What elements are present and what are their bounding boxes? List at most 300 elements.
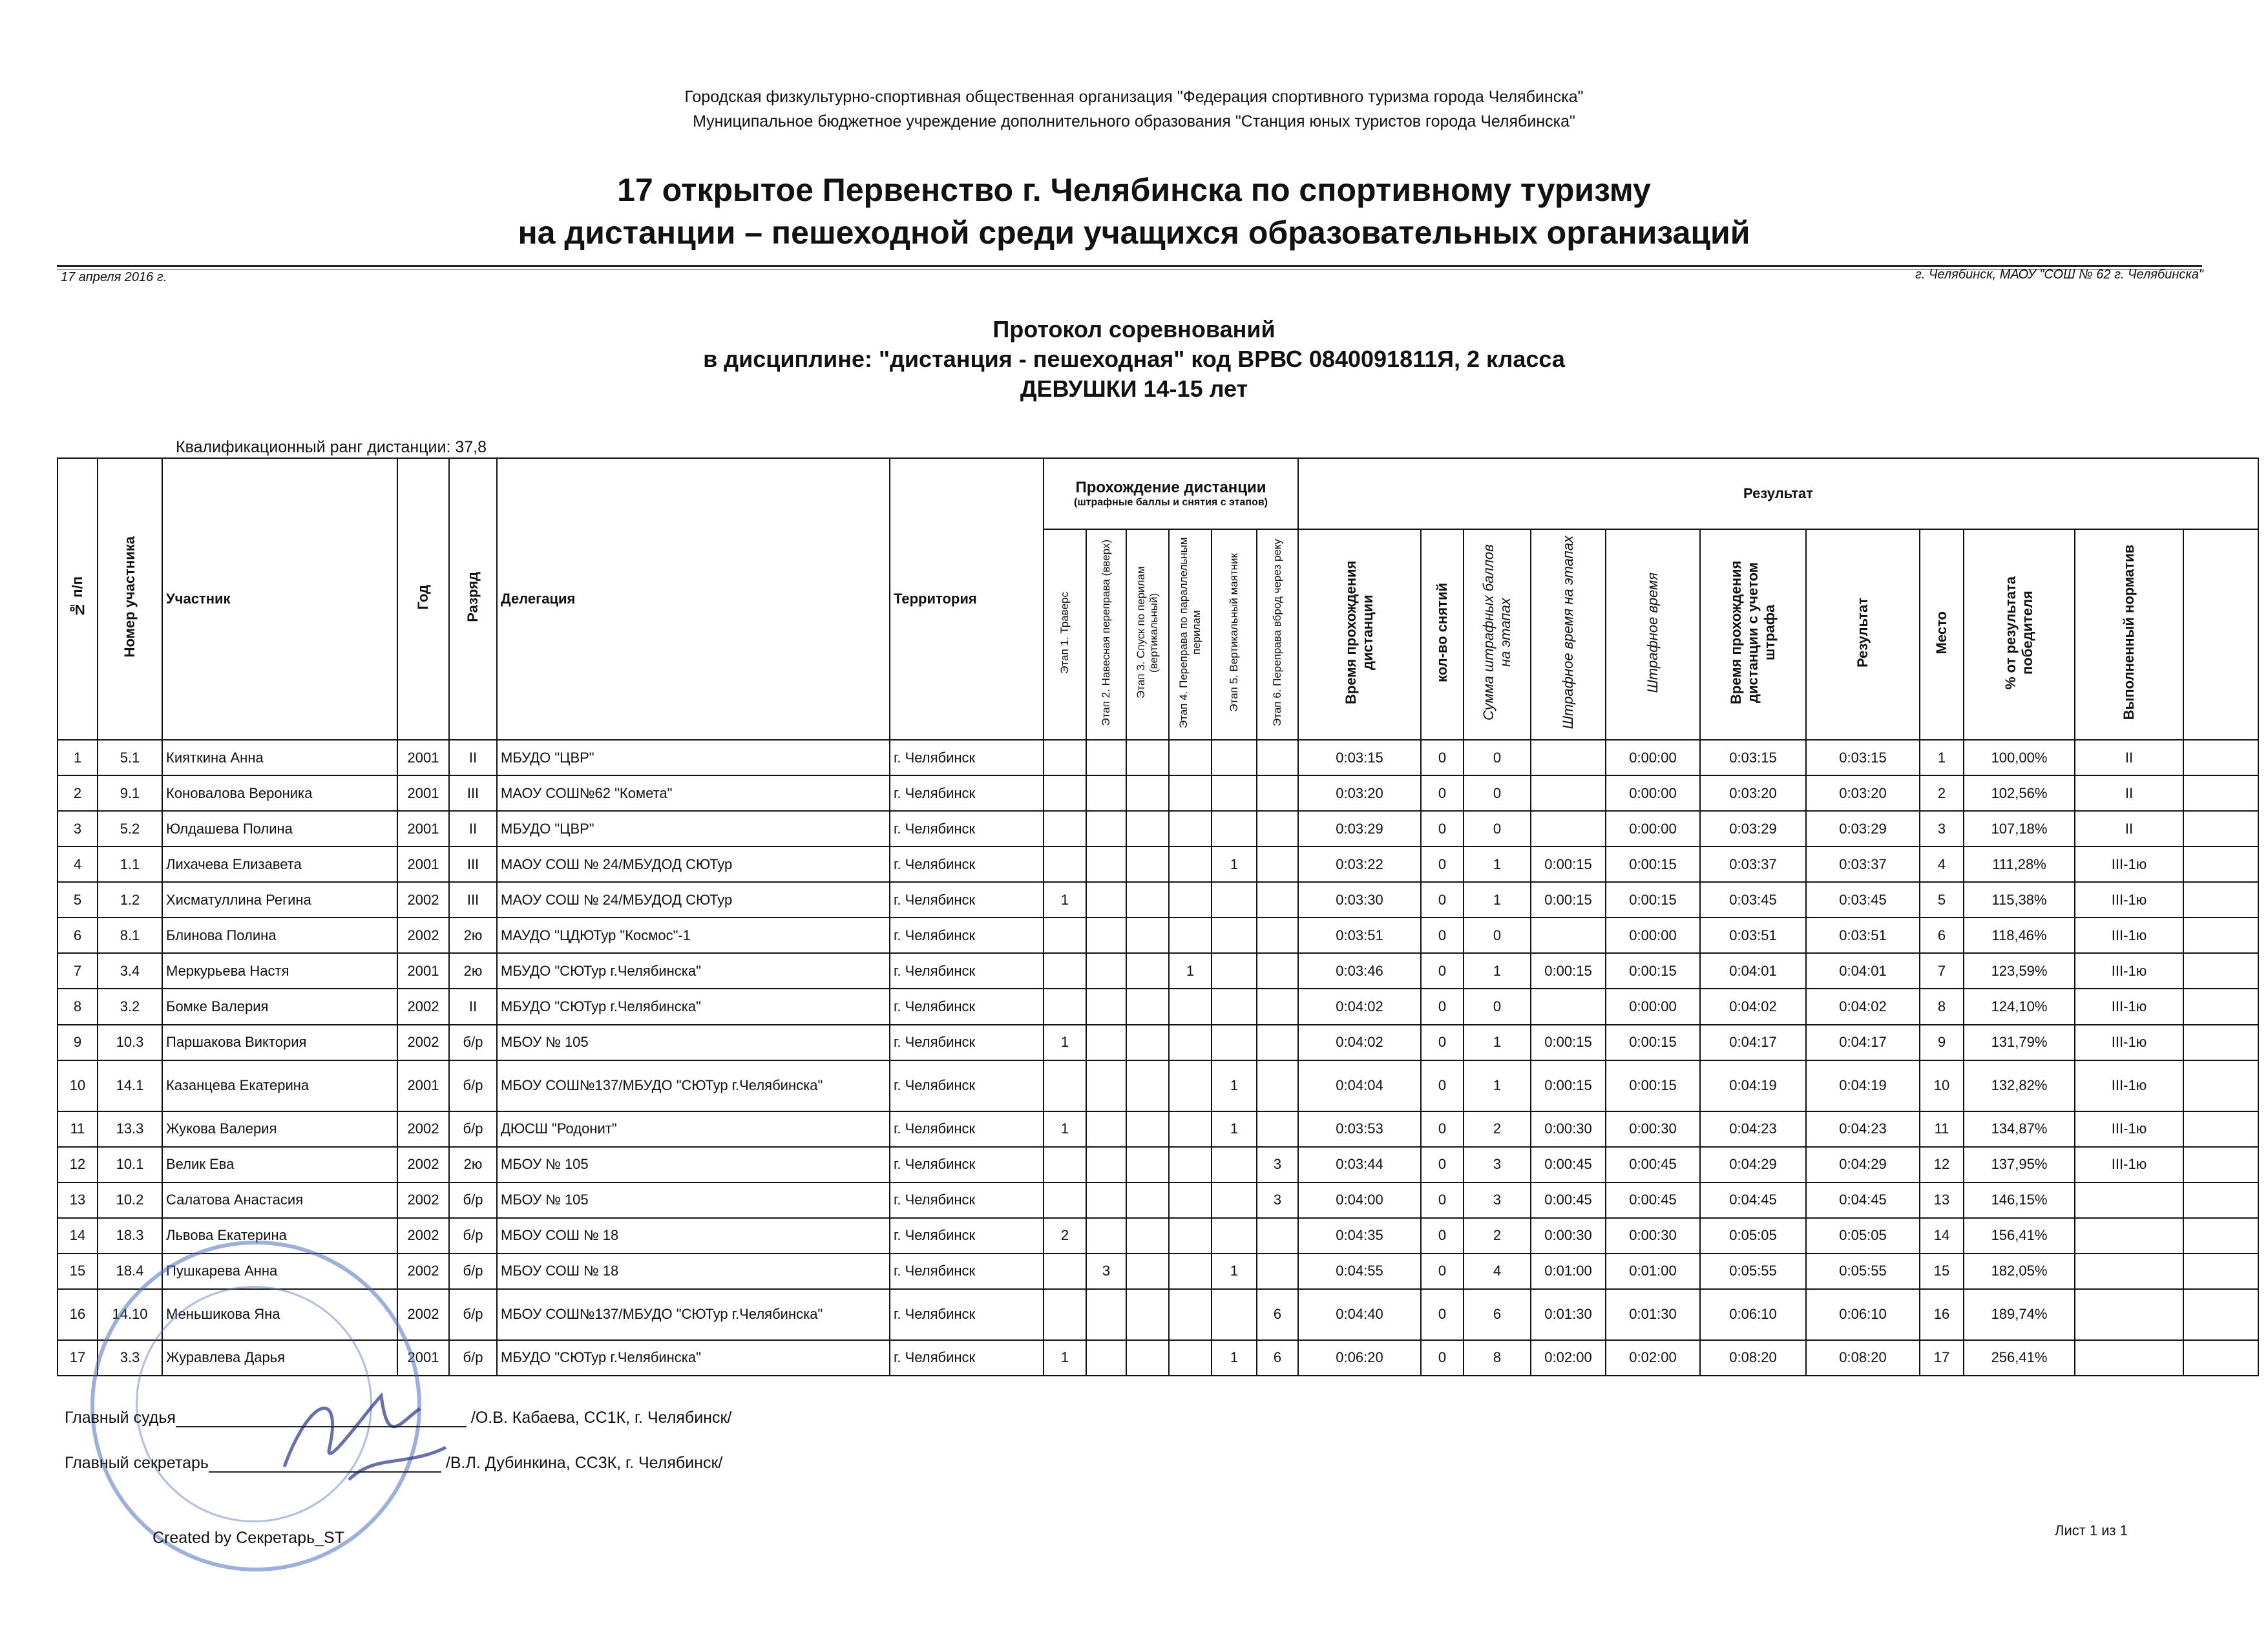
cell-result: 0:03:51 [1806,918,1920,953]
secretary-name: /В.Л. Дубинкина, СС3К, г. Челябинск/ [445,1454,723,1472]
cell-stage-4 [1169,846,1212,882]
cell-territory: г. Челябинск [890,953,1044,989]
cell-delegation: МБУДО "СЮТур г.Челябинска" [497,989,890,1024]
cell-time-with-penalty: 0:04:17 [1700,1025,1806,1060]
cell-stage-5 [1212,811,1257,846]
cell-stage-2 [1086,740,1126,775]
cell-stage-2 [1086,1025,1126,1060]
cell-num: 15 [58,1254,98,1289]
cell-penalty-time-stages: 0:00:30 [1531,1111,1606,1147]
cell-stage-5: 1 [1212,1060,1257,1111]
cell-stage-1 [1044,918,1086,953]
cell-delegation: МАОУ СОШ № 24/МБУДОД СЮТур [497,846,890,882]
cell-stage-1: 1 [1044,1111,1086,1147]
cell-result: 0:04:29 [1806,1147,1920,1182]
cell-time-with-penalty: 0:04:19 [1700,1060,1806,1111]
cell-num: 3 [58,811,98,846]
secretary-signature-line [209,1455,441,1473]
table-row [58,918,2258,953]
col-percent: % от результата победителя [1964,529,2075,740]
cell-participant: Меркурьева Настя [162,953,397,989]
cell-penalty-time: 0:02:00 [1606,1340,1700,1376]
cell-stage-3 [1126,989,1169,1024]
judge-signature-line [176,1409,467,1427]
cell-stage-2 [1086,1147,1126,1182]
cell-place: 17 [1920,1340,1964,1376]
cell-stage-4: 1 [1169,953,1212,989]
cell-penalty-time-stages: 0:00:15 [1531,1025,1606,1060]
cell-result: 0:03:45 [1806,882,1920,918]
cell-stage-1 [1044,1182,1086,1218]
cell-percent: 146,15% [1964,1182,2075,1218]
cell-note [2183,1111,2258,1147]
cell-stage-1 [1044,1060,1086,1111]
cell-penalty-time: 0:00:15 [1606,1060,1700,1111]
cell-stage-2 [1086,775,1126,811]
cell-note [2183,918,2258,953]
cell-category: б/р [449,1218,497,1254]
cell-penalty-time-stages [1531,811,1606,846]
table-row [58,1147,2258,1182]
cell-time: 0:04:02 [1298,989,1421,1024]
table-row [58,811,2258,846]
cell-num: 4 [58,846,98,882]
cell-norm [2075,1182,2183,1218]
cell-stage-3 [1126,846,1169,882]
cell-time-with-penalty: 0:03:51 [1700,918,1806,953]
cell-delegation: МАУДО "ЦДЮТур "Космос"-1 [497,918,890,953]
cell-stage-3 [1126,1060,1169,1111]
cell-note [2183,989,2258,1024]
cell-percent: 131,79% [1964,1025,2075,1060]
cell-year: 2002 [397,1025,449,1060]
cell-stage-5 [1212,1182,1257,1218]
cell-participant: Казанцева Екатерина [162,1060,397,1111]
cell-stage-3 [1126,1254,1169,1289]
cell-removals: 0 [1421,740,1464,775]
cell-penalty-time: 0:00:15 [1606,1025,1700,1060]
cell-time: 0:03:53 [1298,1111,1421,1147]
cell-stage-6 [1257,953,1298,989]
org-line-1: Городская физкультурно-спортивная общественная организация "Федерация спортивного туризма города Челябинска" [684,88,1584,106]
cell-removals: 0 [1421,882,1464,918]
cell-penalty-time-stages: 0:01:30 [1531,1289,1606,1340]
cell-participant-no: 10.3 [98,1025,162,1060]
cell-num: 5 [58,882,98,918]
cell-norm: III-1ю [2075,918,2183,953]
cell-participant: Львова Екатерина [162,1218,397,1254]
cell-year: 2001 [397,811,449,846]
col-group-result: Результат [1298,458,2258,529]
cell-stage-6 [1257,918,1298,953]
cell-year: 2001 [397,846,449,882]
cell-participant-no: 9.1 [98,775,162,811]
cell-penalty-time-stages: 0:00:15 [1531,1060,1606,1111]
cell-place: 10 [1920,1060,1964,1111]
cell-delegation: МАОУ СОШ № 24/МБУДОД СЮТур [497,882,890,918]
cell-norm [2075,1289,2183,1340]
cell-removals: 0 [1421,775,1464,811]
judge-line [65,1409,731,1427]
cell-note [2183,882,2258,918]
cell-penalty-time: 0:00:15 [1606,882,1700,918]
cell-note [2183,846,2258,882]
cell-category: б/р [449,1060,497,1111]
cell-result: 0:04:23 [1806,1111,1920,1147]
cell-stage-5: 1 [1212,846,1257,882]
cell-participant-no: 18.3 [98,1218,162,1254]
cell-stage-3 [1126,1340,1169,1376]
cell-removals: 0 [1421,989,1464,1024]
cell-stage-6 [1257,846,1298,882]
cell-num: 9 [58,1025,98,1060]
cell-participant-no: 5.1 [98,740,162,775]
cell-norm: III-1ю [2075,1147,2183,1182]
cell-stage-4 [1169,1060,1212,1111]
cell-time-with-penalty: 0:06:10 [1700,1289,1806,1340]
cell-time-with-penalty: 0:03:15 [1700,740,1806,775]
cell-norm: III-1ю [2075,1025,2183,1060]
passing-group-subtitle: (штрафные баллы и снятия с этапов) [1074,497,1268,508]
col-group-passing [1044,458,1298,529]
cell-year: 2002 [397,1182,449,1218]
cell-category: 2ю [449,953,497,989]
cell-delegation: МБУДО "ЦВР" [497,811,890,846]
cell-place: 13 [1920,1182,1964,1218]
cell-participant-no: 10.2 [98,1182,162,1218]
cell-stage-6 [1257,1111,1298,1147]
cell-stage-5 [1212,1147,1257,1182]
cell-stage-1 [1044,740,1086,775]
cell-category: II [449,989,497,1024]
cell-territory: г. Челябинск [890,1254,1044,1289]
cell-percent: 124,10% [1964,989,2075,1024]
cell-percent: 137,95% [1964,1147,2075,1182]
cell-removals: 0 [1421,811,1464,846]
col-place: Место [1920,529,1964,740]
col-delegation: Делегация [497,458,890,740]
cell-penalty-time: 0:00:00 [1606,989,1700,1024]
cell-penalty-time-stages: 0:00:45 [1531,1147,1606,1182]
table-row [58,1060,2258,1111]
cell-place: 2 [1920,775,1964,811]
cell-penalty-sum: 2 [1464,1111,1531,1147]
cell-norm: III-1ю [2075,989,2183,1024]
cell-stage-1 [1044,775,1086,811]
cell-stage-4 [1169,1147,1212,1182]
cell-stage-2 [1086,1060,1126,1111]
cell-stage-4 [1169,1340,1212,1376]
date-label: 17 апреля 2016 г. [61,270,167,284]
cell-place: 8 [1920,989,1964,1024]
cell-stage-4 [1169,1289,1212,1340]
cell-stage-4 [1169,989,1212,1024]
cell-penalty-sum: 2 [1464,1218,1531,1254]
cell-participant: Хисматуллина Регина [162,882,397,918]
cell-norm [2075,1340,2183,1376]
cell-time: 0:03:15 [1298,740,1421,775]
cell-delegation: МБОУ № 105 [497,1147,890,1182]
cell-percent: 107,18% [1964,811,2075,846]
cell-category: б/р [449,1025,497,1060]
cell-note [2183,1025,2258,1060]
cell-stage-2 [1086,846,1126,882]
cell-participant-no: 18.4 [98,1254,162,1289]
cell-removals: 0 [1421,1254,1464,1289]
cell-stage-2 [1086,1340,1126,1376]
cell-norm [2075,1218,2183,1254]
cell-time: 0:03:44 [1298,1147,1421,1182]
cell-stage-2 [1086,1289,1126,1340]
cell-penalty-sum: 1 [1464,1025,1531,1060]
cell-stage-6 [1257,811,1298,846]
cell-time: 0:04:04 [1298,1060,1421,1111]
cell-percent: 100,00% [1964,740,2075,775]
cell-territory: г. Челябинск [890,1340,1044,1376]
cell-stage-6 [1257,775,1298,811]
cell-stage-6 [1257,1060,1298,1111]
cell-time: 0:04:02 [1298,1025,1421,1060]
cell-category: 2ю [449,918,497,953]
cell-stage-5 [1212,775,1257,811]
cell-time: 0:03:22 [1298,846,1421,882]
cell-participant: Бомке Валерия [162,989,397,1024]
cell-category: II [449,740,497,775]
cell-stage-5 [1212,1289,1257,1340]
table-row [58,740,2258,775]
cell-time: 0:06:20 [1298,1340,1421,1376]
cell-stage-4 [1169,918,1212,953]
cell-stage-5: 1 [1212,1111,1257,1147]
cell-norm [2075,1254,2183,1289]
cell-note [2183,775,2258,811]
cell-participant-no: 13.3 [98,1111,162,1147]
cell-stage-6: 6 [1257,1289,1298,1340]
cell-penalty-sum: 1 [1464,953,1531,989]
cell-norm: III-1ю [2075,1111,2183,1147]
table-row [58,1025,2258,1060]
cell-percent: 156,41% [1964,1218,2075,1254]
cell-time: 0:04:55 [1298,1254,1421,1289]
cell-category: б/р [449,1254,497,1289]
cell-category: б/р [449,1289,497,1340]
cell-note [2183,1340,2258,1376]
cell-note [2183,811,2258,846]
col-norm: Выполненный норматив [2075,529,2183,740]
col-stage-4: Этап 4. Переправа по параллельным перилам [1169,529,1212,740]
protocol-group: ДЕВУШКИ 14-15 лет [1020,375,1248,402]
cell-removals: 0 [1421,953,1464,989]
col-stage-2: Этап 2. Навесная переправа (вверх) [1086,529,1126,740]
cell-participant: Паршакова Виктория [162,1025,397,1060]
cell-stage-5 [1212,1025,1257,1060]
cell-stage-6: 3 [1257,1147,1298,1182]
cell-result: 0:03:37 [1806,846,1920,882]
cell-stage-1 [1044,1289,1086,1340]
cell-year: 2002 [397,918,449,953]
cell-place: 5 [1920,882,1964,918]
cell-penalty-sum: 1 [1464,882,1531,918]
cell-result: 0:05:55 [1806,1254,1920,1289]
cell-territory: г. Челябинск [890,989,1044,1024]
secretary-label: Главный секретарь [65,1454,209,1472]
cell-penalty-sum: 6 [1464,1289,1531,1340]
cell-stage-2 [1086,1182,1126,1218]
cell-penalty-sum: 0 [1464,989,1531,1024]
cell-stage-1 [1044,846,1086,882]
cell-delegation: МБОУ № 105 [497,1025,890,1060]
cell-result: 0:05:05 [1806,1218,1920,1254]
cell-stage-2 [1086,953,1126,989]
cell-participant: Лихачева Елизавета [162,846,397,882]
cell-territory: г. Челябинск [890,846,1044,882]
cell-year: 2001 [397,1060,449,1111]
cell-num: 8 [58,989,98,1024]
cell-norm: II [2075,740,2183,775]
cell-time: 0:04:35 [1298,1218,1421,1254]
table-row [58,1182,2258,1218]
cell-stage-2 [1086,882,1126,918]
cell-stage-6: 6 [1257,1340,1298,1376]
cell-stage-6 [1257,1254,1298,1289]
cell-stage-1: 1 [1044,1025,1086,1060]
cell-num: 14 [58,1218,98,1254]
cell-removals: 0 [1421,1182,1464,1218]
cell-time: 0:04:00 [1298,1182,1421,1218]
cell-penalty-time: 0:00:15 [1606,953,1700,989]
cell-stage-5: 1 [1212,1254,1257,1289]
cell-stage-3 [1126,775,1169,811]
cell-time-with-penalty: 0:04:29 [1700,1147,1806,1182]
cell-stage-3 [1126,1111,1169,1147]
cell-time-with-penalty: 0:05:05 [1700,1218,1806,1254]
cell-penalty-time-stages: 0:01:00 [1531,1254,1606,1289]
cell-num: 16 [58,1289,98,1340]
cell-num: 1 [58,740,98,775]
cell-place: 1 [1920,740,1964,775]
cell-delegation: МАОУ СОШ№62 "Комета" [497,775,890,811]
cell-participant-no: 1.1 [98,846,162,882]
cell-stage-5 [1212,1218,1257,1254]
cell-removals: 0 [1421,918,1464,953]
cell-note [2183,953,2258,989]
cell-delegation: МБОУ СОШ№137/МБУДО "СЮТур г.Челябинска" [497,1060,890,1111]
cell-percent: 102,56% [1964,775,2075,811]
cell-note [2183,1060,2258,1111]
cell-participant-no: 14.10 [98,1289,162,1340]
cell-note [2183,1218,2258,1254]
cell-year: 2002 [397,1254,449,1289]
cell-num: 10 [58,1060,98,1111]
cell-place: 7 [1920,953,1964,989]
protocol-title: Протокол соревнований [992,316,1276,342]
cell-stage-4 [1169,1111,1212,1147]
distance-rank: Квалификационный ранг дистанции: 37,8 [176,438,487,456]
cell-note [2183,740,2258,775]
cell-delegation: МБОУ № 105 [497,1182,890,1218]
table-row [58,1111,2258,1147]
cell-year: 2001 [397,953,449,989]
table-row [58,989,2258,1024]
cell-place: 9 [1920,1025,1964,1060]
cell-stage-4 [1169,1254,1212,1289]
cell-stage-3 [1126,882,1169,918]
cell-year: 2002 [397,1111,449,1147]
col-category: Разряд [449,458,497,740]
cell-stage-6 [1257,1218,1298,1254]
cell-time: 0:03:46 [1298,953,1421,989]
cell-penalty-sum: 8 [1464,1340,1531,1376]
cell-participant: Меньшикова Яна [162,1289,397,1340]
col-penalty-time: Штрафное время [1606,529,1700,740]
cell-stage-5 [1212,953,1257,989]
col-time: Время прохождения дистанции [1298,529,1421,740]
cell-penalty-sum: 3 [1464,1182,1531,1218]
cell-penalty-time-stages [1531,989,1606,1024]
cell-num: 12 [58,1147,98,1182]
col-stage-5: Этап 5. Вертикальный маятник [1212,529,1257,740]
created-by: Created by Секретарь_ST [152,1529,344,1547]
cell-delegation: МБУДО "ЦВР" [497,740,890,775]
cell-category: б/р [449,1182,497,1218]
cell-year: 2002 [397,1147,449,1182]
cell-place: 15 [1920,1254,1964,1289]
cell-time-with-penalty: 0:04:45 [1700,1182,1806,1218]
cell-penalty-time: 0:01:00 [1606,1254,1700,1289]
cell-year: 2001 [397,740,449,775]
cell-penalty-time: 0:00:45 [1606,1182,1700,1218]
cell-stage-1: 1 [1044,882,1086,918]
cell-stage-5 [1212,918,1257,953]
cell-stage-5 [1212,989,1257,1024]
col-stage-1: Этап 1. Траверс [1044,529,1086,740]
cell-penalty-time-stages: 0:00:30 [1531,1218,1606,1254]
table-row [58,953,2258,989]
table-row [58,846,2258,882]
col-penalty-time-stages: Штрафное время на этапах [1531,529,1606,740]
cell-result: 0:06:10 [1806,1289,1920,1340]
cell-territory: г. Челябинск [890,1147,1044,1182]
col-stage-6: Этап 6. Переправа вброд через реку [1257,529,1298,740]
cell-removals: 0 [1421,1218,1464,1254]
cell-stage-4 [1169,775,1212,811]
cell-territory: г. Челябинск [890,1289,1044,1340]
cell-stage-6 [1257,989,1298,1024]
cell-year: 2002 [397,1218,449,1254]
cell-norm: II [2075,811,2183,846]
cell-stage-4 [1169,811,1212,846]
cell-stage-2 [1086,1218,1126,1254]
signature-mark [271,1370,465,1499]
cell-territory: г. Челябинск [890,918,1044,953]
cell-stage-4 [1169,882,1212,918]
cell-penalty-sum: 0 [1464,918,1531,953]
cell-num: 2 [58,775,98,811]
cell-percent: 111,28% [1964,846,2075,882]
cell-norm: III-1ю [2075,882,2183,918]
cell-stage-2 [1086,811,1126,846]
cell-time-with-penalty: 0:03:37 [1700,846,1806,882]
cell-percent: 115,38% [1964,882,2075,918]
secretary-line [65,1454,722,1473]
cell-result: 0:04:45 [1806,1182,1920,1218]
table-row [58,1254,2258,1289]
cell-stage-2 [1086,989,1126,1024]
cell-penalty-time: 0:00:00 [1606,740,1700,775]
cell-year: 2002 [397,882,449,918]
cell-time: 0:03:29 [1298,811,1421,846]
cell-norm: II [2075,775,2183,811]
